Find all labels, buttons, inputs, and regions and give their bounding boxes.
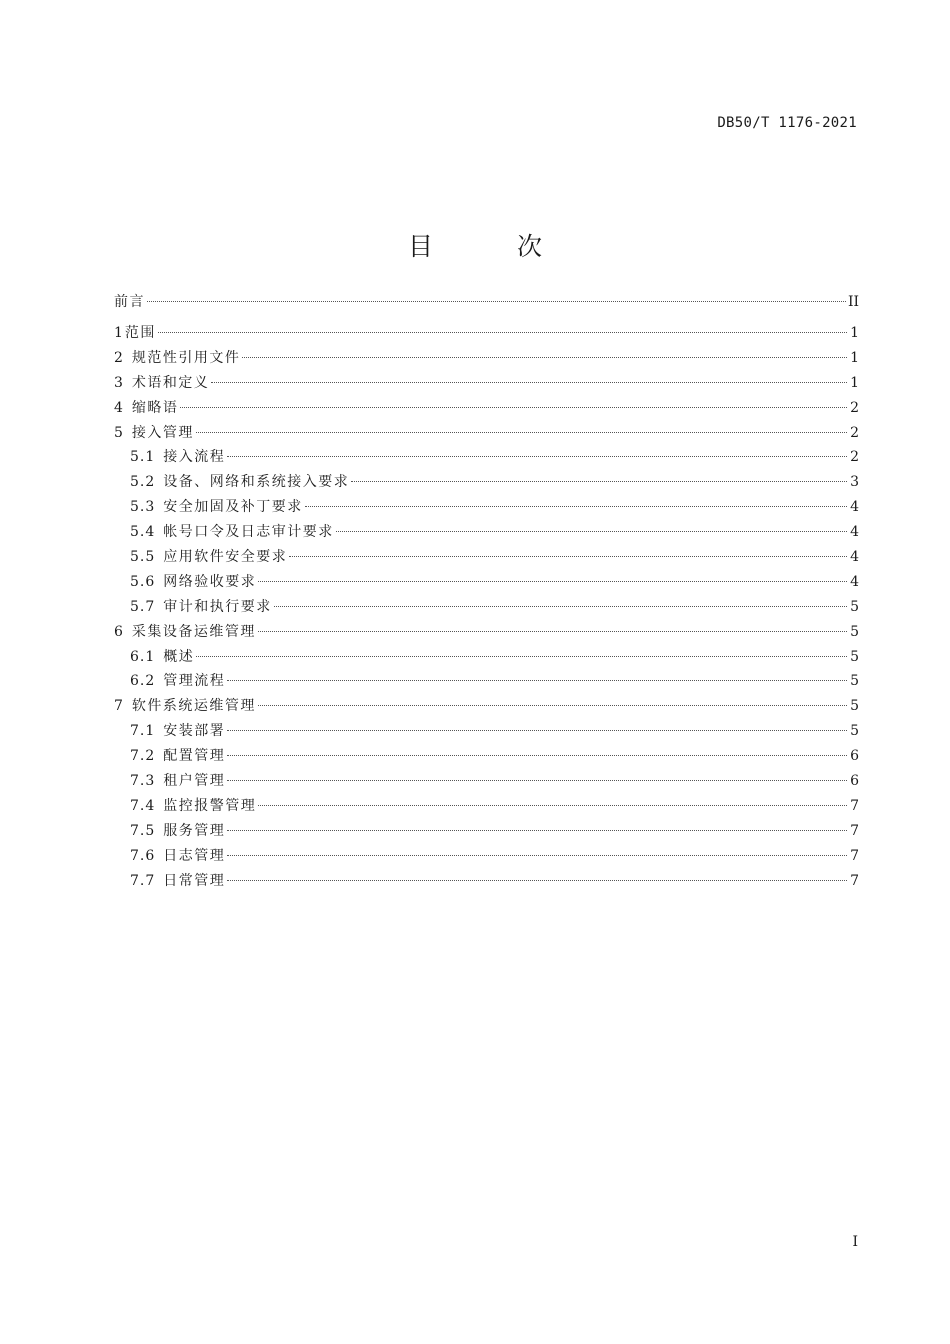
toc-entry[interactable] — [114, 595, 859, 620]
dot-leader — [289, 556, 847, 557]
toc-entry[interactable] — [114, 371, 859, 396]
toc-entry-label: 接入管理 — [131, 424, 194, 441]
toc-entry-page: 2 — [850, 424, 859, 441]
toc-entry[interactable] — [114, 620, 859, 645]
toc-entry-label: 日常管理 — [163, 872, 226, 889]
toc-entry-page: 6 — [850, 773, 859, 790]
dot-leader — [227, 780, 847, 781]
toc-entry[interactable] — [114, 445, 859, 470]
toc-title: 目 次 — [408, 231, 580, 261]
dot-leader — [196, 656, 847, 657]
toc-entry-page: 5 — [850, 698, 859, 715]
toc-entry[interactable] — [114, 545, 859, 570]
toc-entry-page: 4 — [850, 549, 859, 566]
dot-leader — [336, 531, 847, 532]
toc-entry-page: II — [847, 294, 859, 310]
dot-leader — [258, 705, 847, 706]
toc-entry-page: 1 — [850, 349, 859, 366]
toc-entry-label: 管理流程 — [163, 673, 226, 690]
toc-entry-label: 日志管理 — [163, 847, 226, 864]
toc-entry-number: 3 — [114, 374, 124, 391]
toc-entry-number: 7 — [114, 698, 124, 715]
toc-entry-label: 接入流程 — [163, 449, 226, 466]
toc-entry-page: 7 — [850, 847, 859, 864]
toc-entry[interactable] — [114, 520, 859, 545]
toc-entry-page: 5 — [850, 598, 859, 615]
toc-entry-page: 3 — [850, 474, 859, 491]
toc-entry-label: 软件系统运维管理 — [131, 698, 256, 715]
table-of-contents — [114, 290, 859, 893]
dot-leader — [158, 332, 847, 333]
dot-leader — [258, 581, 847, 582]
toc-entry-number: 5.2 — [130, 474, 156, 491]
dot-leader — [227, 755, 847, 756]
toc-entry-number: 5.5 — [130, 549, 156, 566]
dot-leader — [258, 805, 847, 806]
toc-entry-page: 6 — [850, 748, 859, 765]
toc-entry-number: 7.1 — [130, 723, 156, 740]
toc-entry-label: 审计和执行要求 — [163, 598, 272, 615]
toc-entry[interactable] — [114, 669, 859, 694]
toc-entry[interactable] — [114, 321, 859, 346]
toc-entry[interactable] — [114, 744, 859, 769]
toc-entry-page: 5 — [850, 623, 859, 640]
toc-entry-label: 术语和定义 — [131, 374, 210, 391]
dot-leader — [258, 631, 847, 632]
toc-entry-page: 2 — [850, 449, 859, 466]
toc-entry-label: 帐号口令及日志审计要求 — [163, 524, 334, 541]
toc-entry-page: 5 — [850, 648, 859, 665]
dot-leader — [351, 481, 847, 482]
toc-entry[interactable] — [114, 645, 859, 670]
document-code: DB50/T 1176-2021 — [717, 115, 857, 131]
toc-entry-label: 安装部署 — [163, 723, 226, 740]
page-number: I — [852, 1234, 858, 1250]
toc-entry[interactable] — [114, 769, 859, 794]
dot-leader — [196, 432, 847, 433]
dot-leader — [242, 357, 847, 358]
dot-leader — [305, 506, 847, 507]
toc-entry-label: 范围 — [124, 325, 156, 341]
toc-entry[interactable] — [114, 570, 859, 595]
toc-entry-number: 7.4 — [130, 797, 156, 814]
dot-leader — [227, 680, 847, 681]
toc-entry-page: 7 — [850, 797, 859, 814]
dot-leader — [211, 382, 847, 383]
toc-entry-label: 租户管理 — [163, 773, 226, 790]
toc-entry-label: 监控报警管理 — [163, 797, 257, 814]
dot-leader — [227, 830, 847, 831]
toc-entry-page: 7 — [850, 822, 859, 839]
dot-leader — [227, 880, 847, 881]
toc-entry-number: 5 — [114, 424, 124, 441]
dot-leader — [227, 855, 847, 856]
toc-entry-label: 设备、网络和系统接入要求 — [163, 474, 350, 491]
toc-entry-number: 4 — [114, 399, 124, 416]
toc-entry-number: 5.1 — [130, 449, 156, 466]
toc-entry-label: 网络验收要求 — [163, 573, 257, 590]
toc-entry-page: 7 — [850, 872, 859, 889]
toc-entry[interactable] — [114, 819, 859, 844]
toc-entry-label: 规范性引用文件 — [131, 349, 241, 366]
toc-entry-page: 4 — [850, 499, 859, 516]
toc-entry-number: 2 — [114, 349, 124, 366]
toc-entry-label: 概述 — [163, 648, 195, 665]
toc-entry-number: 5.3 — [130, 499, 156, 516]
toc-entry[interactable] — [114, 794, 859, 819]
toc-entry[interactable] — [114, 346, 859, 371]
toc-entry[interactable] — [114, 396, 859, 421]
toc-entry-label: 前言 — [114, 294, 145, 310]
toc-entry-number: 6.2 — [130, 673, 156, 690]
toc-entry-label: 采集设备运维管理 — [131, 623, 256, 640]
dot-leader — [180, 407, 847, 408]
toc-entry[interactable] — [114, 470, 859, 495]
dot-leader — [227, 730, 847, 731]
dot-leader — [227, 456, 847, 457]
toc-entry-number: 5.7 — [130, 598, 156, 615]
toc-entry-page: 4 — [850, 524, 859, 541]
toc-entry[interactable] — [114, 290, 859, 321]
toc-entry-page: 5 — [850, 723, 859, 740]
toc-entry-page: 2 — [850, 399, 859, 416]
toc-entry-page: 5 — [850, 673, 859, 690]
toc-entry[interactable] — [114, 844, 859, 869]
toc-entry-page: 4 — [850, 573, 859, 590]
toc-entry[interactable] — [114, 719, 859, 744]
toc-entry-number: 7.3 — [130, 773, 156, 790]
toc-entry-number: 7.5 — [130, 822, 156, 839]
toc-entry-label: 应用软件安全要求 — [163, 549, 288, 566]
toc-entry-number: 6 — [114, 623, 124, 640]
toc-entry-number: 7.7 — [130, 872, 156, 889]
toc-entry-number: 7.2 — [130, 748, 156, 765]
toc-entry-number: 5.4 — [130, 524, 156, 541]
toc-entry-page: 1 — [850, 325, 859, 341]
toc-entry-number: 6.1 — [130, 648, 156, 665]
dot-leader — [274, 606, 847, 607]
toc-entry[interactable] — [114, 869, 859, 894]
toc-entry-label: 缩略语 — [131, 399, 179, 416]
toc-entry-label: 服务管理 — [163, 822, 226, 839]
toc-entry-label: 配置管理 — [163, 748, 226, 765]
toc-entry[interactable] — [114, 694, 859, 719]
toc-entry-number: 5.6 — [130, 573, 156, 590]
toc-entry-number: 1 — [114, 325, 124, 341]
toc-entry-label: 安全加固及补丁要求 — [163, 499, 303, 516]
toc-entry[interactable] — [114, 421, 859, 446]
toc-entry[interactable] — [114, 495, 859, 520]
dot-leader — [147, 301, 846, 302]
toc-entry-page: 1 — [850, 374, 859, 391]
toc-entry-number: 7.6 — [130, 847, 156, 864]
